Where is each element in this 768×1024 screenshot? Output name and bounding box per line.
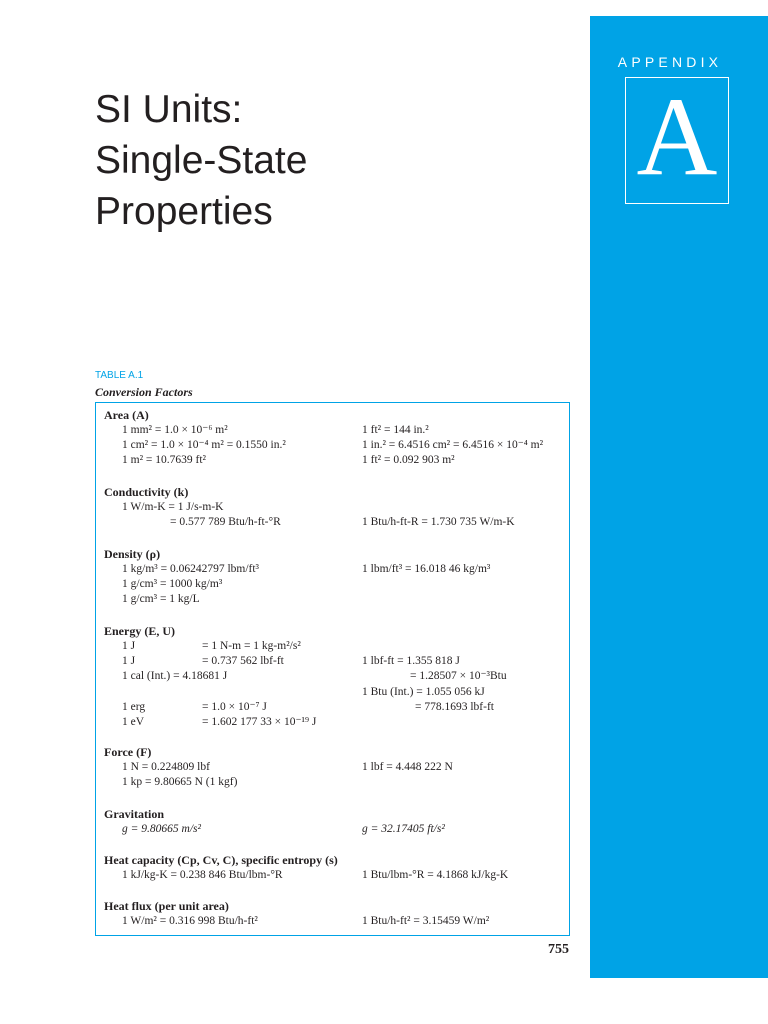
- table-cell: 1 ft² = 144 in.²: [362, 424, 429, 436]
- table-cell: = 0.737 562 lbf-ft: [202, 655, 284, 667]
- title-line-1: SI Units:: [95, 88, 243, 131]
- table-cell: 1 ft² = 0.092 903 m²: [362, 454, 455, 466]
- table-cell: 1 g/cm³ = 1 kg/L: [122, 593, 200, 605]
- table-cell: 1 in.² = 6.4516 cm² = 6.4516 × 10⁻⁴ m²: [362, 439, 544, 451]
- table-cell: 1 lbf = 4.448 222 N: [362, 761, 453, 773]
- appendix-sidebar: [590, 16, 768, 978]
- title-line-2: Single-State: [95, 139, 308, 182]
- section-heading-heat-flux: Heat flux (per unit area): [104, 899, 229, 913]
- table-cell: 1 N = 0.224809 lbf: [122, 761, 210, 773]
- table-cell: 1 cm² = 1.0 × 10⁻⁴ m² = 0.1550 in.²: [122, 439, 286, 451]
- page-number: 755: [548, 942, 569, 957]
- table-cell: 1 m² = 10.7639 ft²: [122, 454, 206, 466]
- table-cell: 1 J: [122, 655, 136, 667]
- table-cell: 1 cal (Int.) = 4.18681 J: [122, 670, 228, 682]
- table-cell: 1 W/m² = 0.316 998 Btu/h-ft²: [122, 915, 258, 927]
- table-cell: 1 kp = 9.80665 N (1 kgf): [122, 776, 238, 788]
- section-heading-force: Force (F): [104, 745, 152, 759]
- table-cell: = 1.602 177 33 × 10⁻¹⁹ J: [202, 716, 317, 728]
- appendix-label: APPENDIX: [617, 54, 723, 70]
- section-heading-area: Area (A): [104, 408, 149, 422]
- table-cell: 1 lbm/ft³ = 16.018 46 kg/m³: [362, 563, 491, 575]
- table-cell: 1 Btu/h-ft² = 3.15459 W/m²: [362, 915, 490, 927]
- appendix-letter: A: [636, 75, 718, 199]
- table-cell: g = 9.80665 m/s²: [122, 823, 201, 835]
- table-cell: = 0.577 789 Btu/h-ft-°R: [170, 516, 281, 528]
- table-cell: 1 g/cm³ = 1000 kg/m³: [122, 578, 223, 590]
- table-cell: = 1 N-m = 1 kg-m²/s²: [202, 640, 301, 652]
- appendix-letter-box: [625, 77, 729, 204]
- section-heading-heat-capacity: Heat capacity (Cp, Cv, C), specific entropy (s): [104, 853, 338, 867]
- section-heading-gravitation: Gravitation: [104, 807, 164, 821]
- table-cell: = 778.1693 lbf-ft: [415, 701, 494, 713]
- table-cell: 1 lbf-ft = 1.355 818 J: [362, 655, 460, 667]
- section-heading-conductivity: Conductivity (k): [104, 485, 189, 499]
- table-cell: g = 32.17405 ft/s²: [362, 823, 445, 835]
- table-caption: Conversion Factors: [95, 385, 193, 399]
- table-cell: 1 Btu/h-ft-R = 1.730 735 W/m-K: [362, 516, 515, 528]
- section-heading-density: Density (ρ): [104, 547, 161, 561]
- table-cell: 1 mm² = 1.0 × 10⁻⁶ m²: [122, 424, 228, 436]
- table-cell: 1 Btu/lbm-°R = 4.1868 kJ/kg-K: [362, 869, 509, 881]
- table-cell: 1 eV: [122, 716, 145, 728]
- table-cell: 1 W/m-K = 1 J/s-m-K: [122, 501, 224, 513]
- table-number: TABLE A.1: [95, 370, 144, 381]
- title-line-3: Properties: [95, 190, 273, 233]
- conversion-table: [95, 402, 570, 936]
- table-cell: = 1.0 × 10⁻⁷ J: [202, 701, 267, 713]
- table-cell: = 1.28507 × 10⁻³Btu: [410, 670, 507, 682]
- chapter-title: [95, 84, 307, 237]
- table-cell: 1 J: [122, 640, 136, 652]
- table-cell: 1 kg/m³ = 0.06242797 lbm/ft³: [122, 563, 260, 575]
- table-cell: 1 Btu (Int.) = 1.055 056 kJ: [362, 686, 485, 698]
- table-cell: 1 kJ/kg-K = 0.238 846 Btu/lbm-°R: [122, 869, 283, 881]
- section-heading-energy: Energy (E, U): [104, 624, 175, 638]
- table-cell: 1 erg: [122, 701, 146, 713]
